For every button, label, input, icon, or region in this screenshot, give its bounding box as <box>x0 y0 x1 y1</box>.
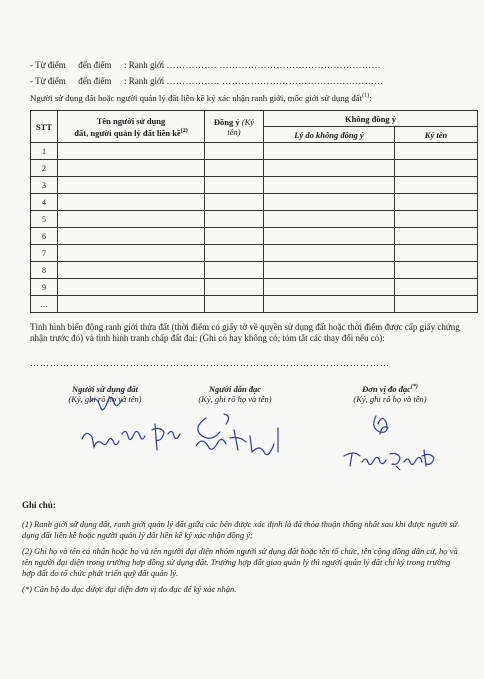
boundary-label: : Ranh giới <box>123 60 165 70</box>
footnote-ref: (1) <box>362 93 370 100</box>
sign-cell <box>395 228 478 245</box>
row-number: 4 <box>31 194 58 211</box>
reason-cell <box>264 296 395 313</box>
sign-cell <box>395 211 478 228</box>
guide-title: Người dẫn đạc <box>208 384 262 394</box>
sign-cell <box>395 143 478 160</box>
agree-cell <box>205 262 264 279</box>
name-cell <box>58 143 205 160</box>
table-row <box>31 194 478 211</box>
sign-cell <box>395 245 478 262</box>
land-user-handwritten-signature <box>60 384 190 464</box>
agree-cell <box>205 211 264 228</box>
row-number: 1 <box>31 143 58 160</box>
boundary-label: : Ranh giới <box>123 76 165 86</box>
sign-cell <box>395 262 478 279</box>
table-row <box>31 279 478 296</box>
header-name <box>58 111 205 143</box>
boundary-line-1 <box>30 60 381 70</box>
name-cell <box>58 245 205 262</box>
name-cell <box>58 194 205 211</box>
table-row <box>31 245 478 262</box>
note-2: (2) Ghi họ và tên cá nhân hoặc họ và tên người đại diện nhóm người sử dụng đất hoặc tên tổ chức, tên cộng đồng dân cư, họ và tên người đại diện trong trường hợp đồng sử dụng đất. Trường hợp đất giao quản lý thì người quản lý đất chỉ ký trong trường hợp đất do tổ chức phát triển quỹ đất quản lý. <box>22 546 458 578</box>
to-point-label: đến điểm <box>78 76 112 86</box>
reason-cell <box>264 245 395 262</box>
land-user-title: Người sử dụng đất <box>72 384 138 394</box>
agree-cell <box>205 228 264 245</box>
notes-section <box>22 500 460 600</box>
survey-unit-title-text: Đơn vị đo đạc <box>362 384 411 394</box>
row-number: 8 <box>31 262 58 279</box>
sign-cell <box>395 194 478 211</box>
to-point-label: đến điểm <box>78 60 112 70</box>
header-agree-sub: (Ký <box>241 116 255 127</box>
header-agree <box>205 111 264 143</box>
row-number: 5 <box>31 211 58 228</box>
boundary-line-2 <box>30 76 384 86</box>
table-row <box>31 228 478 245</box>
reason-cell <box>264 177 395 194</box>
sign-cell <box>395 296 478 313</box>
agree-cell <box>205 143 264 160</box>
agree-cell <box>205 279 264 296</box>
header-name-line2: đất, người quản lý đất liền kề <box>74 127 181 138</box>
agree-cell <box>205 296 264 313</box>
from-point-label: - Từ điểm <box>30 76 66 86</box>
sign-cell <box>395 160 478 177</box>
table-row <box>31 143 478 160</box>
header-agree-label: Đồng ý <box>213 116 240 127</box>
reason-cell <box>264 228 395 245</box>
intro-text <box>30 93 372 103</box>
reason-cell <box>264 211 395 228</box>
notes-heading: Ghi chú: <box>22 500 56 510</box>
row-number: … <box>31 296 58 313</box>
footnote-ref: (*) <box>410 384 418 391</box>
survey-unit-instructions: (Ký, ghi rõ họ và tên) <box>353 394 427 404</box>
intro-sentence: Người sử dụng đất hoặc người quản lý đất liền kề ký xác nhận ranh giới, mốc giới sử dụng đất <box>30 93 363 103</box>
name-cell <box>58 228 205 245</box>
boundary-confirmation-table <box>30 110 478 313</box>
header-stt: STT <box>31 111 58 143</box>
note-3: (*) Cán bộ đo đạc được đại diện đơn vị đo đạc để ký xác nhận. <box>22 584 237 594</box>
reason-cell <box>264 194 395 211</box>
intro-colon: : <box>369 93 372 103</box>
agree-cell <box>205 160 264 177</box>
guide-handwritten-signature <box>186 408 296 468</box>
change-status-text: Tình hình biến động ranh giới thửa đất (thời điểm có giấy tờ về quyền sử dụng đất hoặc thời điểm được cấp giấy chứng nhận trước đó) và tình hình tranh chấp đất đai: (Ghi có hay không có; tóm tắt các thay đổi nếu có): <box>30 322 460 343</box>
dotted-fill: ……………. …………………………………………… <box>166 60 381 70</box>
header-sign: Ký tên <box>395 127 478 143</box>
row-number: 3 <box>31 177 58 194</box>
name-cell <box>58 211 205 228</box>
reason-cell <box>264 143 395 160</box>
header-agree-sub2: tên) <box>227 126 241 137</box>
row-number: 9 <box>31 279 58 296</box>
reason-cell <box>264 262 395 279</box>
name-cell <box>58 262 205 279</box>
table-row <box>31 211 478 228</box>
footnote-ref: (2) <box>180 127 188 134</box>
sign-cell <box>395 177 478 194</box>
name-cell <box>58 296 205 313</box>
header-name-line1: Tên người sử dụng <box>96 115 166 126</box>
guide-instructions: (Ký, ghi rõ họ và tên) <box>198 394 272 404</box>
note-1: (1) Ranh giới sử dụng đất, ranh giới quản lý đất giữa các bên được xác định là đã thỏa thuận thống nhất sau khi được người sử dụng đất liền kề hoặc người quản lý đất liền kề ký xác nhận đồng ý; <box>22 519 458 540</box>
survey-unit-title <box>320 384 460 394</box>
table-row <box>31 262 478 279</box>
row-number: 7 <box>31 245 58 262</box>
header-disagree: Không đồng ý <box>264 111 478 127</box>
reason-cell <box>264 279 395 296</box>
dotted-line: ……………………………………………………………………………………………… <box>30 358 390 368</box>
table-row <box>31 296 478 313</box>
row-number: 2 <box>31 160 58 177</box>
reason-cell <box>264 160 395 177</box>
table-row <box>31 160 478 177</box>
agree-cell <box>205 194 264 211</box>
row-number: 6 <box>31 228 58 245</box>
land-user-instructions: (Ký, ghi rõ họ và tên) <box>68 394 142 404</box>
name-cell <box>58 177 205 194</box>
agree-cell <box>205 177 264 194</box>
dotted-fill: …………….. …………………………………………… <box>166 76 384 86</box>
sign-cell <box>395 279 478 296</box>
name-cell <box>58 160 205 177</box>
name-cell <box>58 279 205 296</box>
table-row <box>31 177 478 194</box>
survey-unit-signature-block <box>320 384 460 404</box>
agree-cell <box>205 245 264 262</box>
survey-unit-handwritten-signature <box>340 410 440 470</box>
header-reason: Lý do không đồng ý <box>264 127 395 143</box>
from-point-label: - Từ điểm <box>30 60 66 70</box>
